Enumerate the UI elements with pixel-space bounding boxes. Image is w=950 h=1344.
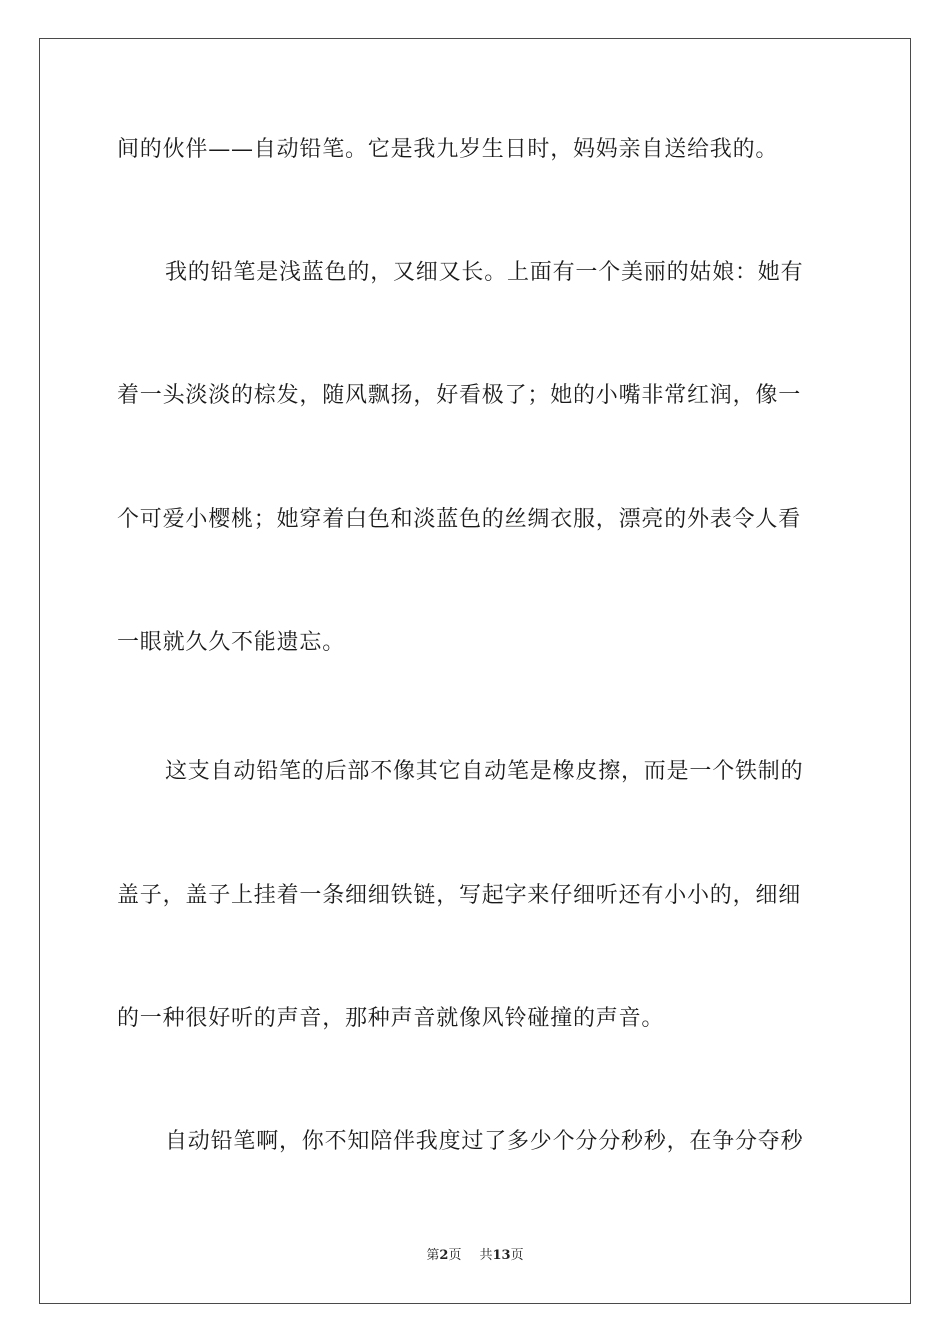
footer-page-unit: 页 xyxy=(448,1248,462,1263)
text-line-6: 这支自动铅笔的后部不像其它自动笔是橡皮擦，而是一个铁制的 xyxy=(165,759,804,784)
text-line-7: 盖子，盖子上挂着一条细细铁链，写起字来仔细听还有小小的，细细 xyxy=(117,883,802,908)
footer-total-unit: 页 xyxy=(510,1248,524,1263)
footer-page-prefix: 第 xyxy=(426,1248,440,1263)
footer-page-current: 2 xyxy=(439,1248,449,1263)
text-line-8: 的一种很好听的声音，那种声音就像风铃碰撞的声音。 xyxy=(117,1006,665,1031)
page-border xyxy=(39,38,911,1304)
text-line-4: 个可爱小樱桃；她穿着白色和淡蓝色的丝绸衣服，漂亮的外表令人看 xyxy=(117,507,802,532)
page-footer xyxy=(0,1244,950,1263)
text-line-9: 自动铅笔啊，你不知陪伴我度过了多少个分分秒秒，在争分夺秒 xyxy=(165,1129,804,1154)
footer-total-prefix: 共 xyxy=(479,1248,493,1263)
text-line-2: 我的铅笔是浅蓝色的，又细又长。上面有一个美丽的姑娘：她有 xyxy=(165,260,804,285)
footer-page-total: 13 xyxy=(492,1248,511,1263)
text-line-1: 间的伙伴——自动铅笔。它是我九岁生日时，妈妈亲自送给我的。 xyxy=(117,137,779,162)
text-line-3: 着一头淡淡的棕发，随风飘扬，好看极了；她的小嘴非常红润，像一 xyxy=(117,383,802,408)
text-line-5: 一眼就久久不能遗忘。 xyxy=(117,630,346,655)
